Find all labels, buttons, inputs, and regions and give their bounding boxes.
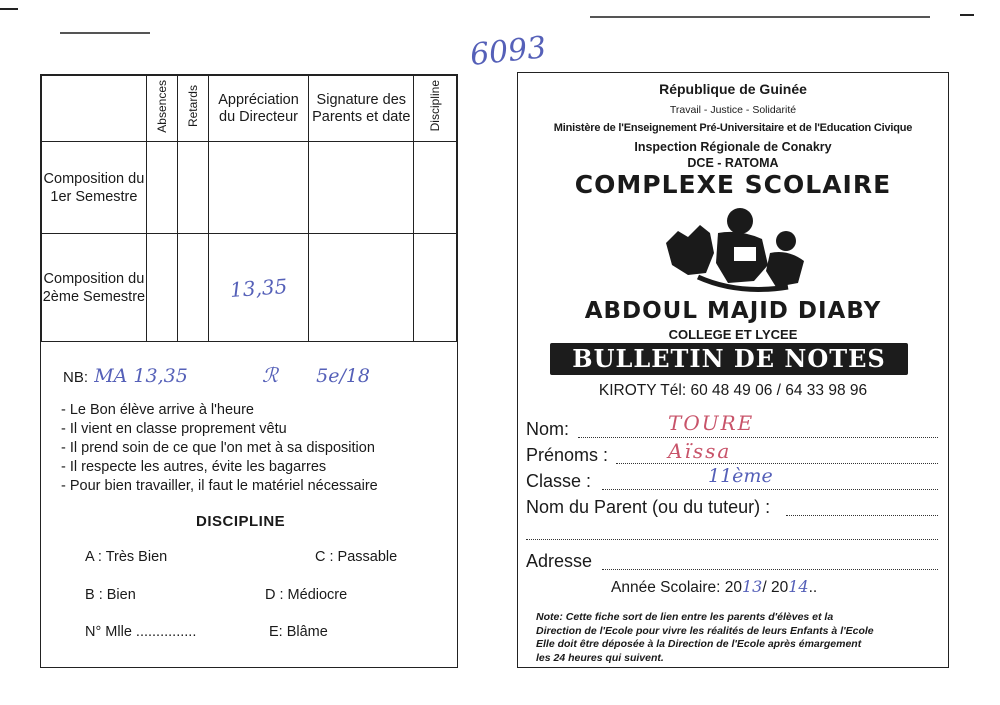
grades-table <box>41 75 457 342</box>
cell-absences <box>146 234 177 342</box>
cell-absences <box>146 142 177 234</box>
complexe-title: COMPLEXE SCOLAIRE <box>574 170 892 199</box>
grade-c: C : Passable <box>315 549 398 565</box>
prenoms-value: Aïssa <box>668 439 732 463</box>
rang-mark: ℛ <box>261 363 278 387</box>
dce-name: DCE - RATOMA <box>687 156 779 170</box>
classe-value: 11ème <box>708 465 773 487</box>
adresse-label: Adresse <box>526 551 593 571</box>
classe-dotted-line <box>602 489 938 490</box>
grade-a: A : Très Bien <box>85 549 168 565</box>
cell-discipline <box>414 234 457 342</box>
republic-title: République de Guinée <box>659 81 807 97</box>
national-motto: Travail - Justice - Solidarité <box>669 104 797 116</box>
note-line: Direction de l'Ecole pour vivre les réalités de leurs Enfants à l'Ecole <box>536 624 874 637</box>
col-header-appreciation: Appréciation du Directeur <box>208 76 309 142</box>
note-line: Note: Cette fiche sort de lien entre les parents d'élèves et la <box>536 611 834 623</box>
handwritten-document-number: 6093 <box>468 30 548 73</box>
note-line: les 24 heures qui suivent. <box>536 651 664 664</box>
school-logo-image <box>658 203 818 298</box>
parent-dotted-line-2 <box>526 539 938 540</box>
cell-discipline <box>414 142 457 234</box>
parent-label: Nom du Parent (ou du tuteur) : <box>526 497 771 517</box>
prenoms-dotted-line <box>616 463 938 464</box>
handwritten-average: 13,35 <box>229 273 288 302</box>
scan-edge-mark <box>590 16 930 18</box>
rule-item: - Il respecte les autres, évite les bagarres <box>61 459 327 475</box>
cell-retards <box>177 142 208 234</box>
scan-edge-mark <box>0 8 18 10</box>
rule-item: - Il prend soin de ce que l'on met à sa disposition <box>61 440 375 456</box>
prenoms-label: Prénoms : <box>526 445 609 465</box>
row-label-semestre-2: Composition du 2ème Semestre <box>42 234 147 342</box>
nb-label: NB: <box>63 369 89 386</box>
rule-item: - Le Bon élève arrive à l'heure <box>61 402 254 418</box>
college-lycee: COLLEGE ET LYCEE <box>668 327 798 342</box>
rang-value: 5e/18 <box>316 365 371 387</box>
discipline-title: DISCIPLINE <box>196 513 286 530</box>
parent-dotted-line <box>786 515 938 516</box>
col-header-retards: Retards <box>177 76 208 142</box>
grade-d: D : Médiocre <box>265 587 348 603</box>
nom-label: Nom: <box>526 419 570 439</box>
scan-edge-mark <box>960 14 974 16</box>
annee-year-2: 14 <box>788 577 809 596</box>
classe-label: Classe : <box>526 471 592 491</box>
col-header-absences: Absences <box>146 76 177 142</box>
scan-edge-mark <box>60 32 150 34</box>
col-header-signature: Signature des Parents et date <box>309 76 414 142</box>
bulletin-title: BULLETIN DE NOTES <box>572 344 886 373</box>
ministry-name: Ministère de l'Enseignement Pré-Universitaire et de l'Education Civique <box>553 122 913 134</box>
bulletin-banner <box>550 343 908 375</box>
col-header-discipline: Discipline <box>414 76 457 142</box>
address-phone-line: KIROTY Tél: 60 48 49 06 / 64 33 98 96 <box>598 382 868 399</box>
cell-appreciation <box>208 234 309 342</box>
inspection-name: Inspection Régionale de Conakry <box>634 140 832 154</box>
nb-average-value: MA 13,35 <box>94 365 188 387</box>
note-line: Elle doit être déposée à la Direction de l'Ecole après émargement <box>536 638 862 650</box>
annee-scolaire: Année Scolaire: 2013/ 2014.. <box>611 577 818 596</box>
table-corner-cell <box>42 76 147 142</box>
rule-item: - Pour bien travailler, il faut le matériel nécessaire <box>61 478 378 494</box>
bulletin-cover-panel <box>517 72 949 668</box>
nb-line <box>63 363 370 387</box>
nom-dotted-line <box>578 437 938 438</box>
rule-item: - Il vient en classe proprement vêtu <box>61 421 287 437</box>
mlle-number: N° Mlle ............... <box>85 624 197 640</box>
cell-signature <box>309 234 414 342</box>
grade-e: E: Blâme <box>269 624 328 640</box>
note-block <box>536 611 874 665</box>
adresse-dotted-line <box>602 569 938 570</box>
school-name: ABDOUL MAJID DIABY <box>584 298 882 324</box>
nom-value: TOURE <box>668 411 755 435</box>
annee-year-1: 13 <box>741 577 763 596</box>
cell-signature <box>309 142 414 234</box>
grade-b: B : Bien <box>85 587 136 603</box>
discipline-panel <box>40 74 458 668</box>
row-label-semestre-1: Composition du 1er Semestre <box>42 142 147 234</box>
cell-appreciation <box>208 142 309 234</box>
cell-retards <box>177 234 208 342</box>
good-student-rules <box>61 401 378 496</box>
